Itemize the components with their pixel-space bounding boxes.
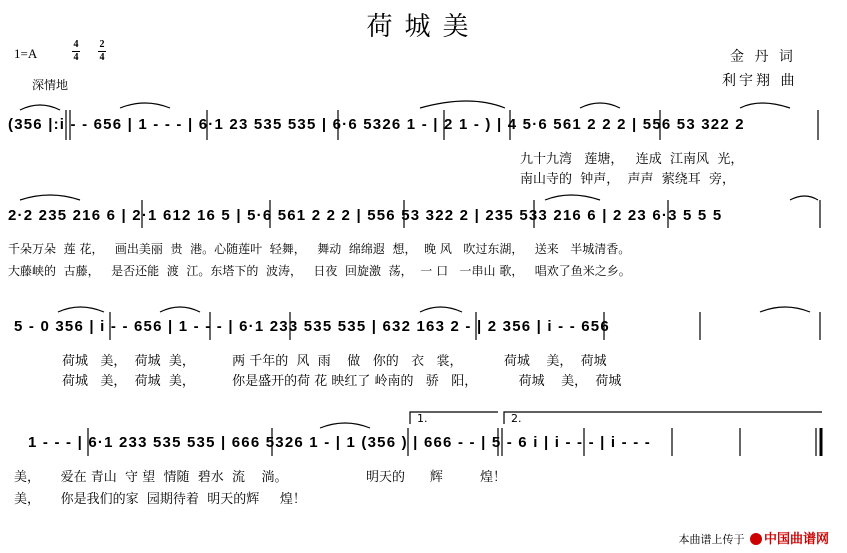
lyricist-credit: 金 丹 词 <box>730 49 796 65</box>
upload-credit <box>678 528 829 547</box>
key-signature: 1=A <box>14 46 38 61</box>
page-title: 荷城美 <box>366 12 481 42</box>
lyric-verse-2-line-3: 荷城 美， 荷城 美， 你是盛开的荷 花 映红了 岭南的 骄 阳， 荷城 美， 荷城 <box>62 374 622 389</box>
lyric-verse-2-line-4: 美， 你是我们的家 园期待着 明天的辉 煌！ <box>14 492 306 507</box>
site-logo-icon <box>750 533 762 545</box>
meter-top: 2 <box>99 39 105 50</box>
lyric-verse-2-line-2: 大藤峡的 古藤， 是否还能 渡 江。东塔下的 波涛， 日夜 回旋激 荡， 一 口 一串山 歌， 唱欢了鱼米之乡。 <box>8 264 631 278</box>
meter-top: 4 <box>73 39 79 50</box>
notation-line-1: (356 |:i - - 656 | 1 - - - | 6·1 23 535 535 | 6·6 5326 1 - | 2 1 - ) | 4 5·6 561 2 2 2 | 556 53 322 2 <box>8 116 745 133</box>
notation-line-2: 2·2 235 216 6 | 2·1 612 16 5 | 5·6 561 2 2 2 | 556 53 322 2 | 235 533 216 6 | 2 23 6·3 5 5 5 <box>8 207 723 224</box>
site-name: 中国曲谱网 <box>763 532 829 547</box>
notation-line-4: 1 - - - | 6·1 233 535 535 | 666 5326 1 - | 1 (356 ) | 666 - - | 5 - 6 i | i - - - | i - - - <box>28 434 651 451</box>
volta-first-ending: 1. <box>417 412 428 425</box>
volta-second-ending: 2. <box>511 412 522 425</box>
meter-bottom: 4 <box>99 52 105 63</box>
lyric-verse-2-line-1: 南山寺的 钟声， 声声 萦绕耳 旁， <box>520 172 736 187</box>
lyric-verse-1-line-4: 美， 爱在 青山 守 望 情随 碧水 流 淌。 明天的 辉 煌！ <box>14 470 507 485</box>
meter-bottom: 4 <box>73 52 79 63</box>
lyric-verse-1-line-1: 九十九湾 莲塘， 连成 江南风 光， <box>520 152 744 167</box>
upload-text: 本曲谱上传于 <box>678 533 745 546</box>
notation-line-3: 5 - 0 356 | i - - 656 | 1 - - - | 6·1 233 535 535 | 632 163 2 - | 2 356 | i - - 656 <box>14 318 610 335</box>
expression-marking: 深情地 <box>32 78 69 92</box>
lyric-verse-1-line-2: 千朵万朵 莲 花， 画出美丽 贵 港。心随莲叶 轻舞， 舞动 绵绵遐 想， 晚 风 吹过东湖， 送来 半城清香。 <box>8 242 631 256</box>
site-logo[interactable] <box>748 532 829 547</box>
composer-credit: 利宇翔 曲 <box>722 73 798 89</box>
lyric-verse-1-line-3: 荷城 美， 荷城 美， 两 千年的 风 雨 做 你的 衣 裳， 荷城 美， 荷城 <box>62 354 607 369</box>
